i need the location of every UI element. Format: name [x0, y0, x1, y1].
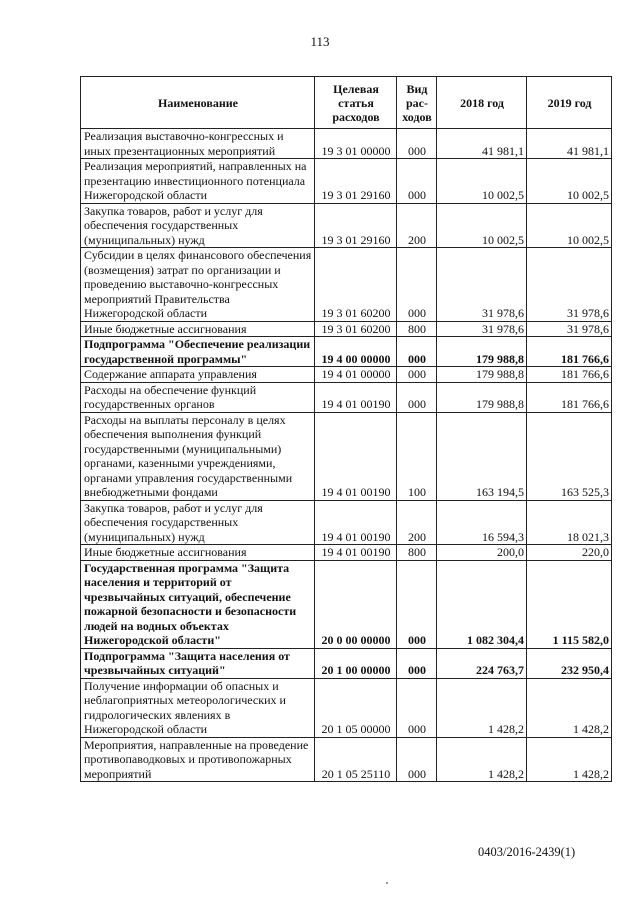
row-value-2018: 16 594,3 — [437, 500, 527, 545]
row-expense-type: 100 — [397, 412, 437, 500]
row-target-article: 19 4 01 00190 — [315, 382, 397, 412]
row-value-2019: 41 981,1 — [527, 129, 612, 159]
table-body — [81, 129, 612, 782]
row-target-article: 20 1 05 25110 — [315, 737, 397, 782]
table-row — [81, 159, 612, 204]
row-value-2018: 179 988,8 — [437, 367, 527, 383]
row-target-article: 19 4 01 00190 — [315, 545, 397, 561]
row-target-article: 19 3 01 00000 — [315, 129, 397, 159]
row-value-2018: 1 428,2 — [437, 678, 527, 737]
row-name: Содержание аппарата управления — [81, 367, 315, 383]
row-name: Иные бюджетные ассигнования — [81, 321, 315, 337]
row-name: Реализация мероприятий, направленных на презентацию инвестиционного потенциала Нижегородской области — [81, 159, 315, 204]
scan-mark — [386, 882, 388, 884]
table-row — [81, 500, 612, 545]
row-target-article: 20 1 05 00000 — [315, 678, 397, 737]
row-name: Иные бюджетные ассигнования — [81, 545, 315, 561]
row-target-article: 19 4 01 00190 — [315, 500, 397, 545]
row-target-article: 19 4 01 00000 — [315, 367, 397, 383]
row-value-2018: 224 763,7 — [437, 648, 527, 678]
row-value-2019: 1 428,2 — [527, 678, 612, 737]
row-target-article: 19 3 01 29160 — [315, 203, 397, 248]
row-value-2019: 232 950,4 — [527, 648, 612, 678]
row-target-article: 20 1 00 00000 — [315, 648, 397, 678]
row-expense-type: 000 — [397, 367, 437, 383]
row-target-article: 20 0 00 00000 — [315, 560, 397, 648]
row-target-article: 19 4 01 00190 — [315, 412, 397, 500]
table-row — [81, 248, 612, 322]
table-row — [81, 560, 612, 648]
row-expense-type: 800 — [397, 321, 437, 337]
row-value-2018: 1 428,2 — [437, 737, 527, 782]
row-target-article: 19 3 01 29160 — [315, 159, 397, 204]
row-value-2019: 10 002,5 — [527, 203, 612, 248]
row-name: Реализация выставочно-конгрессных и иных презентационных мероприятий — [81, 129, 315, 159]
row-expense-type: 800 — [397, 545, 437, 561]
row-target-article: 19 3 01 60200 — [315, 248, 397, 322]
row-value-2018: 41 981,1 — [437, 129, 527, 159]
table-row — [81, 382, 612, 412]
row-value-2018: 163 194,5 — [437, 412, 527, 500]
row-value-2018: 1 082 304,4 — [437, 560, 527, 648]
row-value-2019: 181 766,6 — [527, 382, 612, 412]
header-target-article: Целевая статья расходов — [315, 77, 397, 129]
row-expense-type: 000 — [397, 337, 437, 367]
row-value-2019: 18 021,3 — [527, 500, 612, 545]
row-value-2019: 31 978,6 — [527, 248, 612, 322]
row-expense-type: 000 — [397, 382, 437, 412]
row-value-2019: 220,0 — [527, 545, 612, 561]
row-expense-type: 000 — [397, 159, 437, 204]
row-value-2018: 179 988,8 — [437, 337, 527, 367]
row-expense-type: 000 — [397, 737, 437, 782]
table-row — [81, 321, 612, 337]
row-expense-type: 000 — [397, 129, 437, 159]
row-name: Субсидии в целях финансового обеспечения (возмещения) затрат по организации и проведению выставочно-конгрессных мероприятий Правительства Нижегородской области — [81, 248, 315, 322]
row-value-2019: 181 766,6 — [527, 337, 612, 367]
budget-table — [80, 76, 612, 782]
table-row — [81, 678, 612, 737]
row-value-2018: 31 978,6 — [437, 248, 527, 322]
row-value-2019: 181 766,6 — [527, 367, 612, 383]
table-row — [81, 648, 612, 678]
row-name: Расходы на выплаты персоналу в целях обеспечения выполнения функций государственными (муниципальными) органами, казенными учреждениями, органами управления государственными внебюджетными фондами — [81, 412, 315, 500]
header-2018: 2018 год — [437, 77, 527, 129]
row-name: Государственная программа "Защита населения и территорий от чрезвычайных ситуаций, обеспечение пожарной безопасности и безопасности людей на водных объектах Нижегородской области" — [81, 560, 315, 648]
table-header-row — [81, 77, 612, 129]
table-row — [81, 737, 612, 782]
row-value-2019: 1 115 582,0 — [527, 560, 612, 648]
table-row — [81, 203, 612, 248]
row-value-2018: 179 988,8 — [437, 382, 527, 412]
header-2019: 2019 год — [527, 77, 612, 129]
row-name: Расходы на обеспечение функций государственных органов — [81, 382, 315, 412]
row-value-2019: 1 428,2 — [527, 737, 612, 782]
row-value-2019: 163 525,3 — [527, 412, 612, 500]
header-expense-type: Вид рас-ходов — [397, 77, 437, 129]
table-row — [81, 412, 612, 500]
row-name: Закупка товаров, работ и услуг для обеспечения государственных (муниципальных) нужд — [81, 500, 315, 545]
table-row — [81, 545, 612, 561]
row-name: Закупка товаров, работ и услуг для обеспечения государственных (муниципальных) нужд — [81, 203, 315, 248]
row-target-article: 19 4 00 00000 — [315, 337, 397, 367]
row-expense-type: 000 — [397, 648, 437, 678]
row-value-2018: 10 002,5 — [437, 203, 527, 248]
row-expense-type: 000 — [397, 678, 437, 737]
row-expense-type: 200 — [397, 203, 437, 248]
page-number: 113 — [310, 34, 330, 49]
row-name: Подпрограмма "Обеспечение реализации государственной программы" — [81, 337, 315, 367]
row-expense-type: 000 — [397, 248, 437, 322]
document-code: 0403/2016-2439(1) — [478, 845, 576, 859]
row-name: Мероприятия, направленные на проведение противопаводковых и противопожарных мероприятий — [81, 737, 315, 782]
row-value-2019: 31 978,6 — [527, 321, 612, 337]
row-value-2018: 200,0 — [437, 545, 527, 561]
row-value-2018: 10 002,5 — [437, 159, 527, 204]
table-row — [81, 367, 612, 383]
row-name: Подпрограмма "Защита населения от чрезвычайных ситуаций" — [81, 648, 315, 678]
row-expense-type: 000 — [397, 560, 437, 648]
table-row — [81, 129, 612, 159]
row-expense-type: 200 — [397, 500, 437, 545]
row-name: Получение информации об опасных и неблагоприятных метеорологических и гидрологических явлениях в Нижегородской области — [81, 678, 315, 737]
header-name: Наименование — [81, 77, 315, 129]
row-target-article: 19 3 01 60200 — [315, 321, 397, 337]
table-row — [81, 337, 612, 367]
row-value-2019: 10 002,5 — [527, 159, 612, 204]
row-value-2018: 31 978,6 — [437, 321, 527, 337]
